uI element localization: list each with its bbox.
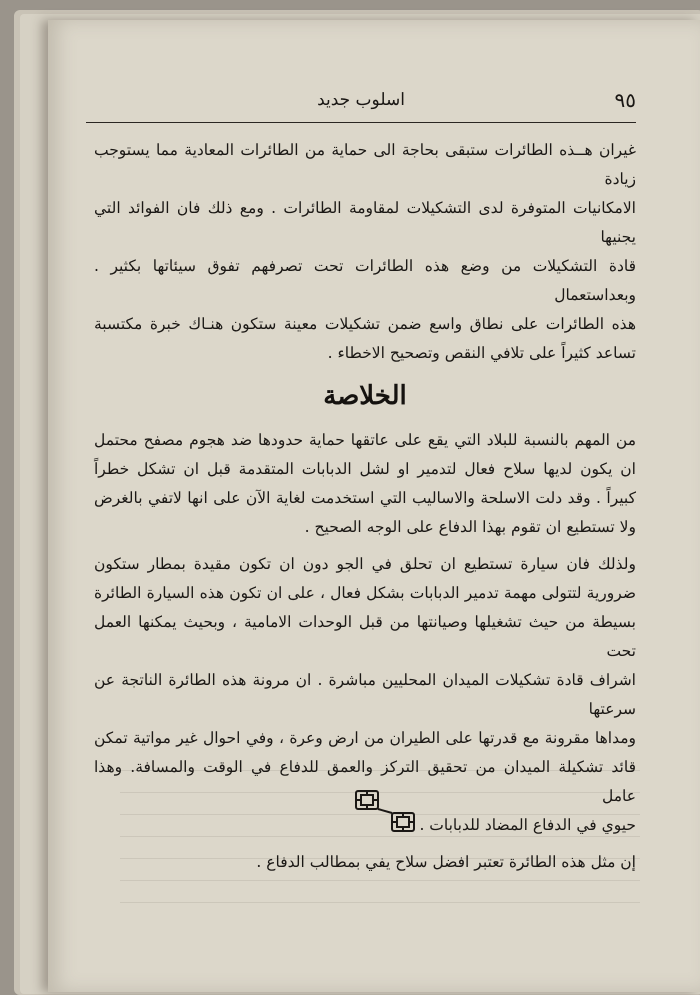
arabesque-ornament-icon [352,788,418,834]
text-line: من المهم بالنسبة للبلاد التي يقع على عاتقها حماية حدودها ضد هجوم مصفح محتمل [94,431,636,449]
text-line: كبيراً . وقد دلت الاسلحة والاساليب التي استخدمت لغاية الآن على انها لاتفي بالغرض [94,489,636,507]
text-line: الامكانيات المتوفرة لدى التشكيلات لمقاومة الطائرات . ومع ذلك فان الفوائد التي يجنيها [94,199,636,246]
summary-paragraph-1 [94,426,636,542]
header-rule [86,122,636,123]
text-line: قادة التشكيلات من وضع هذه الطائرات تحت تصرفهم تفوق سيئاتها بكثير . وبعداستعمال [94,257,636,304]
text-line: إن مثل هذه الطائرة تعتبر افضل سلاح يفي بمطالب الدفاع . [256,853,636,871]
text-line: ومداها مقرونة مع قدرتها على الطيران من ارض وعرة ، وفي احوال غير مواتية تمكن [94,729,636,747]
text-line: بسيطة من حيث تشغيلها وصيانتها من قبل الوحدات الامامية ، وبحيث يمكنها العمل تحت [94,613,636,660]
summary-heading: الخلاصة [323,381,407,411]
page-number: ٩٥ [614,88,636,112]
text-line: ان يكون لديها سلاح فعال لتدمير او لشل الدبابات المتقدمة قبل ان تشكل خطراً [94,460,636,478]
text-line: تساعد كثيراً على تلافي النقص وتصحيح الاخطاء . [327,344,636,362]
text-line: حيوي في الدفاع المضاد للدبابات . [419,816,636,834]
text-line: قائد تشكيلة الميدان من تحقيق التركز والعمق للدفاع في الوقت والمسافة. وهذا عامل [94,758,636,805]
intro-paragraph [94,136,636,368]
conclusion-paragraph [94,848,636,877]
page-header [86,82,636,116]
text-line: هذه الطائرات على نطاق واسع ضمن تشكيلات معينة ستكون هنـاك خبرة مكتسبة [94,315,636,333]
page-body [94,136,636,885]
text-line: ولذلك فان سيارة تستطيع ان تحلق في الجو دون ان تكون مقيدة بمطار ستكون [94,555,636,573]
text-line: غيران هــذه الطائرات ستبقى بحاجة الى حماية من الطائرات المعادية مما يستوجب زيادة [94,141,636,188]
text-line: ضرورية لتتولى مهمة تدمير الدبابات بشكل فعال ، على ان تكون هذه السيارة الطائرة [94,584,636,602]
text-line: ولا تستطيع ان تقوم بهذا الدفاع على الوجه الصحيح . [304,518,636,536]
text-line: اشراف قادة تشكيلات الميدان المحليين مباشرة . ان مرونة هذه الطائرة الناتجة عن سرعتها [94,671,636,718]
running-title: اسلوب جديد [317,90,405,110]
